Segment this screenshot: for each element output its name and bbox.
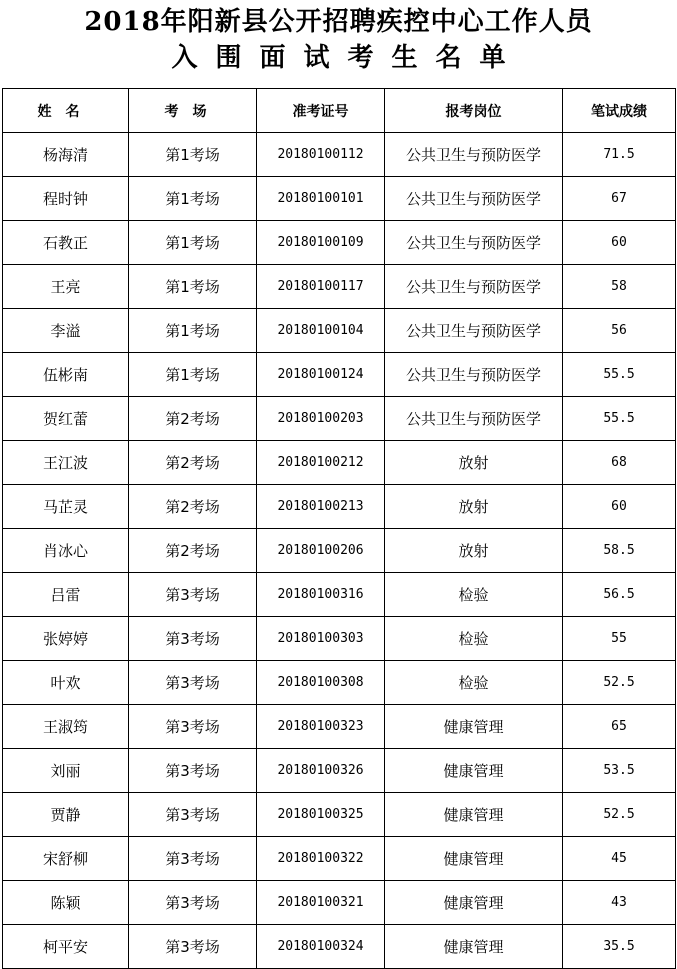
cell-exam-room: 第3考场 xyxy=(129,881,257,925)
cell-position: 放射 xyxy=(385,485,563,529)
cell-ticket-number: 20180100206 xyxy=(257,529,385,573)
cell-ticket-number: 20180100322 xyxy=(257,837,385,881)
table-row xyxy=(3,749,676,793)
table-row xyxy=(3,705,676,749)
cell-name: 李溢 xyxy=(3,309,129,353)
cell-ticket-number: 20180100323 xyxy=(257,705,385,749)
cell-written-score: 60 xyxy=(563,221,676,265)
cell-name: 程时钟 xyxy=(3,177,129,221)
cell-exam-room: 第3考场 xyxy=(129,617,257,661)
table-row xyxy=(3,837,676,881)
table-row xyxy=(3,177,676,221)
cell-position: 检验 xyxy=(385,573,563,617)
table-header-row xyxy=(3,89,676,133)
cell-written-score: 58 xyxy=(563,265,676,309)
cell-position: 健康管理 xyxy=(385,705,563,749)
table-row xyxy=(3,265,676,309)
cell-position: 健康管理 xyxy=(385,749,563,793)
cell-written-score: 53.5 xyxy=(563,749,676,793)
cell-name: 柯平安 xyxy=(3,925,129,969)
cell-name: 吕雷 xyxy=(3,573,129,617)
cell-exam-room: 第1考场 xyxy=(129,309,257,353)
cell-exam-room: 第1考场 xyxy=(129,221,257,265)
table-row xyxy=(3,353,676,397)
cell-position: 公共卫生与预防医学 xyxy=(385,309,563,353)
header-exam-room: 考场 xyxy=(129,89,257,133)
cell-name: 贺红蕾 xyxy=(3,397,129,441)
cell-ticket-number: 20180100316 xyxy=(257,573,385,617)
cell-ticket-number: 20180100112 xyxy=(257,133,385,177)
cell-position: 健康管理 xyxy=(385,881,563,925)
table-row xyxy=(3,793,676,837)
table-row xyxy=(3,397,676,441)
cell-name: 王江波 xyxy=(3,441,129,485)
cell-exam-room: 第3考场 xyxy=(129,793,257,837)
cell-ticket-number: 20180100303 xyxy=(257,617,385,661)
cell-ticket-number: 20180100124 xyxy=(257,353,385,397)
cell-name: 马芷灵 xyxy=(3,485,129,529)
cell-exam-room: 第3考场 xyxy=(129,661,257,705)
cell-written-score: 55.5 xyxy=(563,353,676,397)
cell-ticket-number: 20180100104 xyxy=(257,309,385,353)
cell-name: 伍彬南 xyxy=(3,353,129,397)
cell-written-score: 55.5 xyxy=(563,397,676,441)
cell-written-score: 43 xyxy=(563,881,676,925)
cell-position: 健康管理 xyxy=(385,925,563,969)
cell-exam-room: 第1考场 xyxy=(129,177,257,221)
cell-written-score: 68 xyxy=(563,441,676,485)
cell-exam-room: 第3考场 xyxy=(129,573,257,617)
cell-name: 肖冰心 xyxy=(3,529,129,573)
table-row xyxy=(3,133,676,177)
cell-written-score: 56 xyxy=(563,309,676,353)
cell-position: 健康管理 xyxy=(385,837,563,881)
cell-position: 公共卫生与预防医学 xyxy=(385,177,563,221)
cell-ticket-number: 20180100109 xyxy=(257,221,385,265)
cell-exam-room: 第2考场 xyxy=(129,397,257,441)
cell-written-score: 67 xyxy=(563,177,676,221)
cell-name: 王淑筠 xyxy=(3,705,129,749)
cell-exam-room: 第3考场 xyxy=(129,925,257,969)
header-position: 报考岗位 xyxy=(385,89,563,133)
cell-name: 刘丽 xyxy=(3,749,129,793)
header-ticket-number: 准考证号 xyxy=(257,89,385,133)
cell-ticket-number: 20180100203 xyxy=(257,397,385,441)
cell-position: 公共卫生与预防医学 xyxy=(385,265,563,309)
table-row xyxy=(3,529,676,573)
cell-position: 公共卫生与预防医学 xyxy=(385,133,563,177)
title-line-2: 入围面试考生名单 xyxy=(171,43,524,73)
cell-name: 贾静 xyxy=(3,793,129,837)
cell-exam-room: 第3考场 xyxy=(129,749,257,793)
table-row xyxy=(3,309,676,353)
table-body xyxy=(3,133,676,969)
cell-name: 叶欢 xyxy=(3,661,129,705)
cell-position: 健康管理 xyxy=(385,793,563,837)
candidate-table xyxy=(2,88,676,969)
cell-written-score: 52.5 xyxy=(563,793,676,837)
table-row xyxy=(3,221,676,265)
cell-position: 放射 xyxy=(385,529,563,573)
cell-name: 张婷婷 xyxy=(3,617,129,661)
cell-ticket-number: 20180100101 xyxy=(257,177,385,221)
header-written-score: 笔试成绩 xyxy=(563,89,676,133)
cell-written-score: 45 xyxy=(563,837,676,881)
cell-ticket-number: 20180100325 xyxy=(257,793,385,837)
cell-ticket-number: 20180100213 xyxy=(257,485,385,529)
cell-ticket-number: 20180100117 xyxy=(257,265,385,309)
cell-written-score: 65 xyxy=(563,705,676,749)
cell-written-score: 71.5 xyxy=(563,133,676,177)
title-line-1: 2018年阳新县公开招聘疾控中心工作人员 xyxy=(84,7,593,37)
table-row xyxy=(3,485,676,529)
cell-position: 公共卫生与预防医学 xyxy=(385,221,563,265)
cell-name: 杨海清 xyxy=(3,133,129,177)
cell-position: 公共卫生与预防医学 xyxy=(385,397,563,441)
table-row xyxy=(3,573,676,617)
cell-exam-room: 第3考场 xyxy=(129,705,257,749)
cell-position: 公共卫生与预防医学 xyxy=(385,353,563,397)
cell-written-score: 60 xyxy=(563,485,676,529)
cell-exam-room: 第3考场 xyxy=(129,837,257,881)
table-row xyxy=(3,925,676,969)
cell-exam-room: 第2考场 xyxy=(129,441,257,485)
cell-written-score: 56.5 xyxy=(563,573,676,617)
cell-position: 检验 xyxy=(385,661,563,705)
header-name: 姓名 xyxy=(3,89,129,133)
table-row xyxy=(3,617,676,661)
cell-exam-room: 第2考场 xyxy=(129,485,257,529)
cell-ticket-number: 20180100321 xyxy=(257,881,385,925)
cell-ticket-number: 20180100326 xyxy=(257,749,385,793)
cell-written-score: 35.5 xyxy=(563,925,676,969)
table-row xyxy=(3,441,676,485)
cell-ticket-number: 20180100324 xyxy=(257,925,385,969)
cell-name: 宋舒柳 xyxy=(3,837,129,881)
cell-exam-room: 第1考场 xyxy=(129,353,257,397)
cell-ticket-number: 20180100212 xyxy=(257,441,385,485)
cell-ticket-number: 20180100308 xyxy=(257,661,385,705)
cell-written-score: 55 xyxy=(563,617,676,661)
table-row xyxy=(3,661,676,705)
document-title xyxy=(0,0,677,88)
cell-exam-room: 第1考场 xyxy=(129,265,257,309)
cell-written-score: 58.5 xyxy=(563,529,676,573)
cell-position: 放射 xyxy=(385,441,563,485)
table-row xyxy=(3,881,676,925)
cell-exam-room: 第2考场 xyxy=(129,529,257,573)
cell-name: 王亮 xyxy=(3,265,129,309)
cell-name: 陈颖 xyxy=(3,881,129,925)
cell-written-score: 52.5 xyxy=(563,661,676,705)
cell-name: 石教正 xyxy=(3,221,129,265)
cell-exam-room: 第1考场 xyxy=(129,133,257,177)
cell-position: 检验 xyxy=(385,617,563,661)
